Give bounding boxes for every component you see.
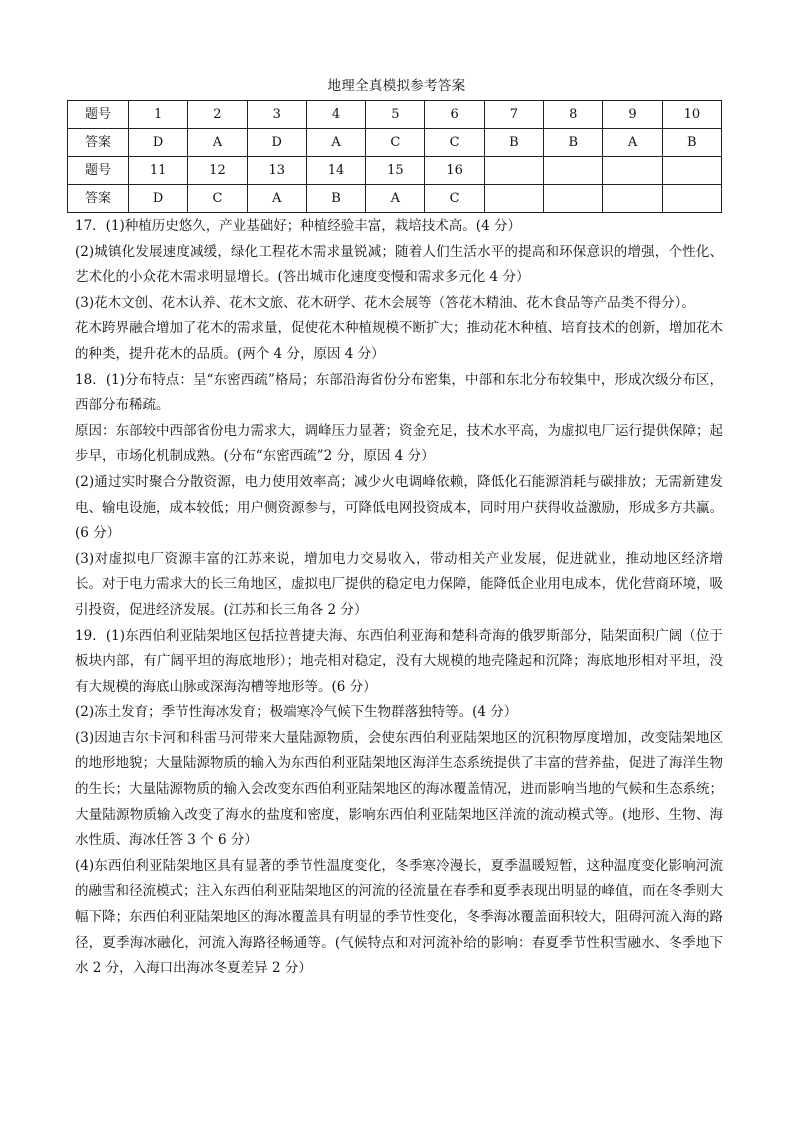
table-cell: A [188,129,247,157]
table-cell: D [247,129,306,157]
table-cell: C [366,129,425,157]
row-label: 答案 [68,129,129,157]
table-cell: 12 [188,157,247,185]
answer-paragraph: (2)冻土发育；季节性海冰发育；极端寒冷气候下生物群落独特等。(4 分） [75,704,518,721]
table-cell [603,157,662,185]
table-cell: 13 [247,157,306,185]
table-row [68,101,722,129]
table-cell: C [188,185,247,213]
answer-table [67,100,722,213]
answer-paragraph: (4)东西伯利亚陆架地区具有显著的季节性温度变化，冬季寒冷漫长，夏季温暖短暂，这种温度变化影响河流的融雪和径流模式；注入东西伯利亚陆架地区的河流的径流量在春季和夏季表现出明显的峰值，而在冬季则大幅下降；东西伯利亚陆架地区的海冰覆盖具有明显的季节性变化，冬季海冰覆盖面积较大，阻碍河流入海的路径，夏季海冰融化，河流入海路径畅通等。(气候特点和对河流补给的影响：春夏季节性积雪融水、冬季地下水 2 分，入海口出海冰冬夏差异 2 分） [75,857,723,977]
table-cell: A [366,185,425,213]
table-cell: A [306,129,365,157]
table-cell [662,157,721,185]
table-cell: 5 [366,101,425,129]
answer-paragraph: 花木跨界融合增加了花木的需求量，促使花木种植规模不断扩大；推动花木种植、培育技术的创新，增加花木的种类，提升花木的品质。(两个 4 分，原因 4 分） [75,320,723,362]
answer-paragraph: (2)城镇化发展速度减缓，绿化工程花木需求量锐减；随着人们生活水平的提高和环保意识的增强，个性化、艺术化的小众花木需求明显增长。(答出城市化速度变慢和需求多元化 4 分） [75,243,723,286]
table-cell: 8 [544,101,603,129]
table-cell [544,185,603,213]
answer-explanations [75,214,723,982]
answer-paragraph: 19．(1)东西伯利亚陆架地区包括拉普捷夫海、东西伯利亚海和楚科奇海的俄罗斯部分，陆架面积广阔（位于板块内部，有广阔平坦的海底地形）；地壳相对稳定，没有大规模的地壳隆起和沉降；海底地形相对平坦，没有大规模的海底山脉或深海沟槽等地形等。(6 分） [75,627,723,695]
table-cell: 7 [484,101,543,129]
answer-paragraph: 18．(1)分布特点：呈“东密西疏”格局；东部沿海省份分布密集，中部和东北分布较集中，形成次级分布区，西部分布稀疏。 [75,371,723,414]
table-cell: B [484,129,543,157]
page-title: 地理全真模拟参考答案 [327,78,466,94]
table-cell: 11 [129,157,188,185]
table-cell [544,157,603,185]
table-cell: 2 [188,101,247,129]
table-cell: C [425,129,484,157]
table-cell [484,157,543,185]
table-cell [484,185,543,213]
table-cell: 16 [425,157,484,185]
table-cell: B [544,129,603,157]
table-row [68,157,722,185]
row-label: 题号 [68,101,129,129]
table-cell: 4 [306,101,365,129]
row-label: 答案 [68,185,129,213]
table-cell: C [425,185,484,213]
table-cell: D [129,185,188,213]
table-cell: A [247,185,306,213]
answer-paragraph: 原因：东部较中西部省份电力需求大，调峰压力显著；资金充足，技术水平高，为虚拟电厂运行提供保障；起步早，市场化机制成熟。(分布“东密西疏”2 分，原因 4 分） [75,422,723,465]
table-cell [662,185,721,213]
table-cell: 15 [366,157,425,185]
table-cell: B [662,129,721,157]
table-cell: 6 [425,101,484,129]
table-cell: 10 [662,101,721,129]
answer-paragraph: (3)对虚拟电厂资源丰富的江苏来说，增加电力交易收入，带动相关产业发展，促进就业，推动地区经济增长。对于电力需求大的长三角地区，虚拟电厂提供的稳定电力保障，能降低企业用电成本，优化营商环境，吸引投资，促进经济发展。(江苏和长三角各 2 分） [75,550,723,618]
table-row [68,129,722,157]
table-row [68,185,722,213]
answer-paragraph: 17．(1)种植历史悠久，产业基础好；种植经验丰富，栽培技术高。(4 分） [75,218,521,234]
table-cell: B [306,185,365,213]
table-cell: 1 [129,101,188,129]
answer-paragraph: (3)花木文创、花木认养、花木文旅、花木研学、花木会展等（答花木精油、花木食品等产品类不得分）。 [75,294,695,311]
row-label: 题号 [68,157,129,185]
answer-paragraph: (2)通过实时聚合分散资源，电力使用效率高；减少火电调峰依赖，降低化石能源消耗与碳排放；无需新建发电、输电设施，成本较低；用户侧资源参与，可降低电网投资成本，同时用户获得收益激励，形成多方共赢。(6 分） [75,473,723,542]
table-cell: 9 [603,101,662,129]
table-cell: 3 [247,101,306,129]
table-cell: D [129,129,188,157]
table-cell [603,185,662,213]
table-cell: A [603,129,662,157]
table-cell: 14 [306,157,365,185]
answer-paragraph: (3)因迪吉尔卡河和科雷马河带来大量陆源物质，会使东西伯利亚陆架地区的沉积物厚度增加，改变陆架地区的地形地貌；大量陆源物质的输入为东西伯利亚陆架地区海洋生态系统提供了丰富的营养盐，促进了海洋生物的生长；大量陆源物质的输入会改变东西伯利亚陆架地区的海冰覆盖情况，进而影响当地的气候和生态系统；大量陆源物质输入改变了海水的盐度和密度，影响东西伯利亚陆架地区洋流的流动模式等。(地形、生物、海水性质、海冰任答 3 个 6 分） [75,729,723,849]
